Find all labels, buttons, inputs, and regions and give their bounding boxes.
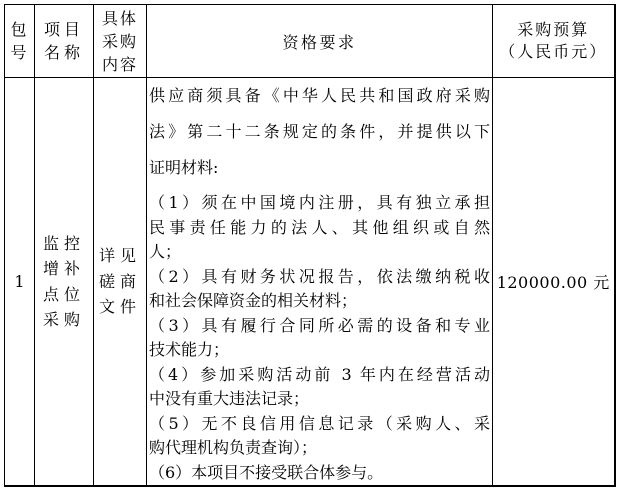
qualification-line: （3）具有履行合同所必需的设备和专业 xyxy=(149,315,490,335)
header-package-no xyxy=(5,5,35,78)
header-qualification-text: 资格要求 xyxy=(282,32,357,52)
qualification-line: 证明材料: xyxy=(149,158,219,177)
qualification-line: 中没有重大违法记录； xyxy=(149,389,310,408)
qualification-line: （6）本项目不接受联合体参与。 xyxy=(149,462,384,482)
budget-value: 120000.00 元 xyxy=(496,273,610,292)
cell-project-name xyxy=(35,78,94,487)
qualification-line: 人； xyxy=(149,242,182,261)
qualification-line: （2）具有财务状况报告，依法缴纳税收 xyxy=(149,266,490,286)
header-budget-text: 采购预算 （人民币元） xyxy=(499,20,608,61)
table-header-row xyxy=(5,5,615,78)
header-package-no-text: 包 号 xyxy=(10,20,29,62)
cell-package-no: 1 xyxy=(5,78,35,487)
cell-procurement-content xyxy=(94,78,147,487)
qualification-line: 民事责任能力的法人、其他组织或自然 xyxy=(149,217,490,237)
header-project-name xyxy=(35,5,94,78)
header-qualification xyxy=(147,5,493,78)
header-procurement-content-text: 具体 采购 内容 xyxy=(101,8,138,74)
qualification-line: （1）须在中国境内注册，具有独立承担 xyxy=(149,193,490,212)
qualification-line: 技术能力； xyxy=(149,340,230,359)
header-procurement-content xyxy=(94,5,147,78)
qualification-line: 法》第二十二条规定的条件，并提供以下 xyxy=(149,122,490,141)
qualification-line: （5）无不良信用信息记录（采购人、采 xyxy=(149,413,490,433)
project-name-text: 监控增补点位采购 xyxy=(42,233,85,329)
qualification-intro xyxy=(149,78,490,186)
cell-qualification xyxy=(147,78,493,487)
qualification-line: （4）参加采购活动前 3 年内在经营活动 xyxy=(149,364,490,384)
qualification-line: 和社会保障资金的相关材料； xyxy=(149,291,358,310)
header-budget xyxy=(493,5,615,78)
qualification-items xyxy=(149,191,490,485)
procurement-table xyxy=(4,4,616,487)
header-project-name-text: 项目 名称 xyxy=(43,20,84,62)
qualification-line: 供应商须具备《中华人民共和国政府采购 xyxy=(149,86,490,105)
procurement-content-text: 详见磋商文件 xyxy=(98,246,141,317)
cell-budget xyxy=(493,78,615,487)
table-row xyxy=(5,78,615,487)
qualification-line: 购代理机构负责查询）； xyxy=(149,438,318,457)
